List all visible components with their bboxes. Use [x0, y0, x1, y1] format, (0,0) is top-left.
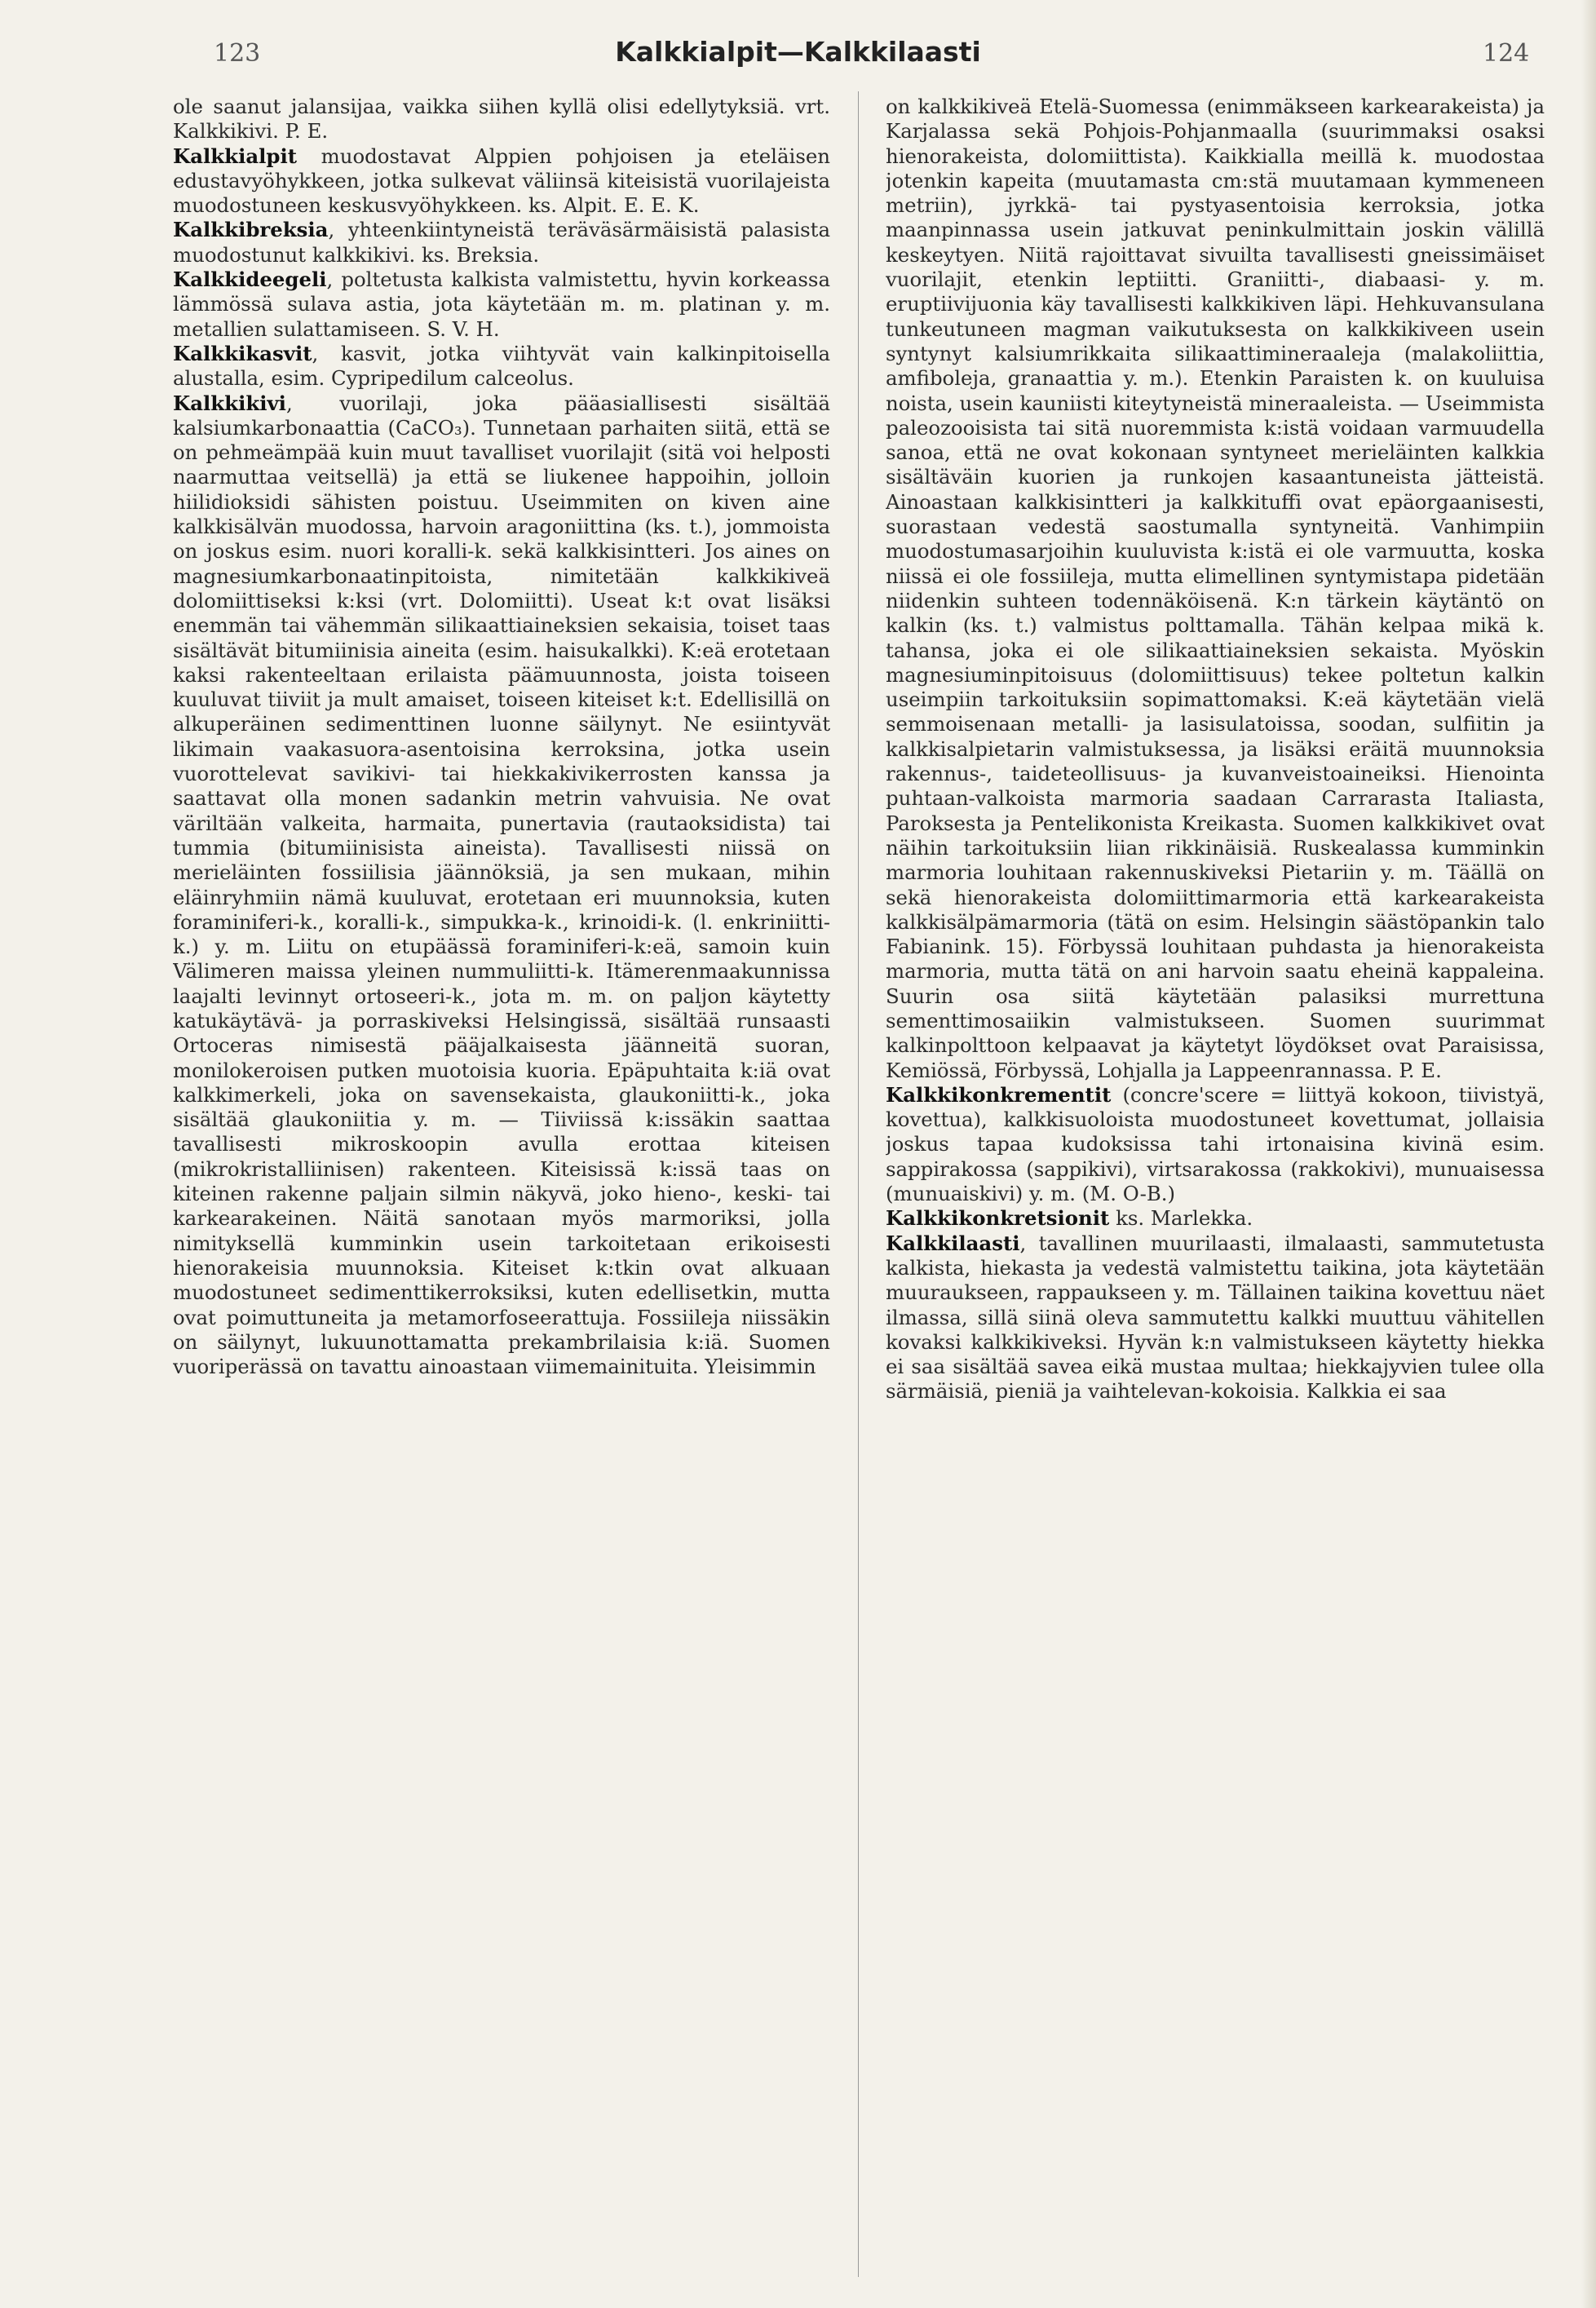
entry-kalkkikasvit: Kalkkikasvit, kasvit, jotka viihtyvät vain kalkinpitoisella alustalla, esim. Cypripedilum calceolus. [173, 341, 830, 391]
paragraph: on kalkkikiveä Etelä-Suomessa (enimmäkseen karkearakeista) ja Karjalassa sekä Pohjois-Pohjanmaalla (suurimmaksi osaksi hienorakeista, dolomiittista). Kaikkialla meillä k. muodostaa jotenkin kapeita (muutamasta cm:stä muutamaan kymmeneen metriin), jyrkkä- tai pystyasentoisia kerroksia, jotka maanpinnassa usein jatkuvat peninkulmittain joskin välillä keskeytyen. Niitä rajoittavat sivuilta tavallisesti gneissimäiset vuorilajit, etenkin leptiitti. Graniitti-, diabaasi- y. m. eruptiivijuonia käy tavallisesti kalkkikiven läpi. Hehkuvansulana tunkeutuneen magman vaikutuksesta on kalkkikiveen usein syntynyt kalsiumrikkaita silikaattimineraaleja (malakoliittia, amfiboleja, granaattia y. m.). Etenkin Paraisten k. on kuuluisa noista, usein kauniisti kiteytyneistä mineraaleista. — Useimmista paleozooisista tai sitä nuoremmista k:istä voidaan varmuudella sanoa, että ne ovat kokonaan syntyneet merieläinten kalkkia sisältäväin kuorien ja runkojen kasaantuneista jätteistä. Ainoastaan kalkkisintteri ja kalkkituffi ovat epäorgaanisesti, suorastaan vedestä saostumalla syntyneitä. Vanhimpiin muodostumasarjoihin kuuluvista k:istä ei ole varmuutta, koska niissä ei ole fossiileja, mutta elimellinen syntymistapa pidetään niidenkin suhteen todennäköisenä. K:n tärkein käytäntö on kalkin (ks. t.) valmistus polttamalla. Tähän kelpaa mikä k. tahansa, joka ei ole silikaattiaineksien sekaista. Myöskin magnesiuminpitoisuus (dolomiittisuus) tekee poltetun kalkin useimpiin tarkoituksiin sopimattomaksi. K:eä käytetään vielä semmoisenaan metalli- ja lasisulatoissa, soodan, sulfiitin ja kalkkisalpietarin valmistuksessa, ja lisäksi eräitä muunnoksia rakennus-, taideteollisuus- ja kuvanveistoaineiksi. Hienointa puhtaan-valkoista marmoria saadaan Carrarasta Italiasta, Paroksesta ja Pentelikonista Kreikasta. Suomen kalkkikivet ovat näihin tarkoituksiin liian rikkinäisiä. Ruskealassa kumminkin marmoria louhitaan rakennuskiveksi Pietariin y. m. Täällä on sekä hienorakeista dolomiittimarmoria että karkearakeista kalkkisälpämarmoria (tätä on esim. Helsingin säästöpankin talo Fabianink. 15). Förbyssä louhitaan puhdasta ja hienorakeista marmoria, mutta tätä on ani harvoin saatu eheinä kappaleina. Suurin osa siitä käytetään palasiksi murrettuna sementtimosaiikin valmistukseen. Suomen suurimmat kalkinpolttoon kelpaavat ja käytetyt löydökset ovat Paraisissa, Kemiössä, Förbyssä, Lohjalla ja Lappeenrannassa. P. E. [886, 95, 1545, 1082]
left-column [173, 95, 830, 2272]
entry-kalkkikonkrementit: Kalkkikonkrementit (concre'scere = liittyä kokoon, tiivistyä, kovettua), kalkkisuoloista muodostuneet kovettumat, jollaisia joskus tapaa kudoksissa tahi irtonaisina kivinä esim. sappirakossa (sappikivi), virtsarakossa (rakkokivi), munuaisessa (munuaiskivi) y. m. (M. O-B.) [886, 1082, 1545, 1206]
headword: Kalkkilaasti [886, 1231, 1020, 1255]
page-number-right: 124 [1483, 39, 1530, 68]
headword: Kalkkikivi [173, 391, 286, 415]
entry-kalkkialpit: Kalkkialpit muodostavat Alppien pohjoisen ja eteläisen edustavyöhykkeen, jotka sulkevat väliinsä kiteisistä vuorilajeista muodostuneen keskusvyöhykkeen. ks. Alpit. E. E. K. [173, 144, 830, 218]
page-edge-shadow [1581, 0, 1596, 2308]
entry-kalkkideegeli: Kalkkideegeli, poltetusta kalkista valmistettu, hyvin korkeassa lämmössä sulava astia, jota käytetään m. m. platinan y. m. metallien sulattamiseen. S. V. H. [173, 267, 830, 341]
entry-kalkkikonkretsionit: Kalkkikonkretsionit ks. Marlekka. [886, 1206, 1253, 1231]
entry-kalkkibreksia: Kalkkibreksia, yhteenkiintyneistä teräväsärmäisistä palasista muodostunut kalkkikivi. ks. Breksia. [173, 218, 830, 267]
column-divider [858, 91, 859, 2277]
entry-kalkkilaasti: Kalkkilaasti, tavallinen muurilaasti, ilmalaasti, sammutetusta kalkista, hiekasta ja vedestä valmistettu taikina, jota käytetään muuraukseen, rappaukseen y. m. Tällainen taikina kovettuu näet ilmassa, sillä siinä oleva sammutettu kalkki muuttuu vähitellen kovaksi kalkkikiveksi. Hyvän k:n valmistukseen käytetty hiekka ei saa sisältää savea eikä mustaa multaa; hiekkajyvien tulee olla särmäisiä, pieniä ja vaihtelevan-kokoisia. Kalkkia ei saa [886, 1231, 1545, 1404]
headword: Kalkkialpit [173, 144, 297, 168]
headword: Kalkkibreksia [173, 218, 329, 242]
headword: Kalkkikonkretsionit [886, 1206, 1110, 1231]
right-column [886, 95, 1545, 2272]
headword: Kalkkikonkrementit [886, 1082, 1112, 1107]
paragraph: ole saanut jalansijaa, vaikka siihen kyllä olisi edellytyksiä. vrt. Kalkkikivi. P. E. [173, 95, 830, 144]
page-number-left: 123 [214, 39, 261, 68]
entry-kalkkikivi: Kalkkikivi, vuorilaji, joka pääasiallisesti sisältää kalsiumkarbonaattia (CaCO₃). Tunnetaan parhaiten siitä, että se on pehmeämpää kuin muut tavalliset vuorilajit (sitä voi helposti naarmuttaa veitsellä) ja että se liukenee happoihin, jolloin hiilidioksidi sähisten poistuu. Useimmiten on kiven aine kalkkisälvän muodossa, harvoin aragoniittina (ks. t.), jommoista on joskus esim. nuori koralli-k. sekä kalkkisintteri. Jos aines on magnesiumkarbonaatinpitoista, nimitetään kalkkikiveä dolomiittiseksi k:ksi (vrt. Dolomiitti). Useat k:t ovat lisäksi enemmän tai vähemmän silikaattiaineksien sekaisia, toiset taas sisältävät bitumiinisia aineita (esim. haisukalkki). K:eä erotetaan kaksi rakenteeltaan erilaista päämuunnosta, joista toiseen kuuluvat tiiviit ja mult amaiset, toiseen kiteiset k:t. Edellisillä on alkuperäinen sedimenttinen luonne säilynyt. Ne esiintyvät likimain vaakasuora-asentoisina kerroksina, jotka usein vuorottelevat savikivi- tai hiekkakivikerrosten kanssa ja saattavat olla monen sadankin metrin vahvuisia. Ne ovat väriltään valkeita, harmaita, punertavia (rautaoksidista) tai tummia (bitumiinisista aineista). Tavallisesti niissä on merieläinten fossiilisia jäännöksiä, ja sen mukaan, mihin eläinryhmiin nämä kuuluvat, erotetaan eri muunnoksia, kuten foraminiferi-k., koralli-k., simpukka-k., krinoidi-k. (l. enkriniitti-k.) y. m. Liitu on etupäässä foraminiferi-k:eä, samoin kuin Välimeren maissa yleinen nummuliitti-k. Itämerenmaakunnissa laajalti levinnyt ortoseeri-k., jota m. m. on paljon käytetty katukäytävä- ja porraskiveksi Helsingissä, sisältää runsaasti Ortoceras nimisestä pääjalkaisesta jäänneitä suoran, monilokeroisen putken muotoisia kuoria. Epäpuhtaita k:iä ovat kalkkimerkeli, joka on savensekaista, glaukoniitti-k., joka sisältää glaukoniitia y. m. — Tiiviissä k:issäkin saattaa tavallisesti mikroskoopin avulla erottaa kiteisen (mikrokristalliinisen) rakenteen. Kiteisissä k:issä taas on kiteinen rakenne paljain silmin näkyvä, joko hieno-, keski- tai karkearakeinen. Näitä sanotaan myös marmoriksi, jolla nimityksellä kumminkin usein tarkoitetaan erikoisesti hienorakeisia muunnoksia. Kiteiset k:tkin ovat alkuaan muodostuneet sedimenttikerroksiksi, kuten edellisetkin, mutta ovat poimuttuneita ja metamorfoseerattuja. Fossiileja niissäkin on säilynyt, lukuunottamatta prekambrilaisia k:iä. Suomen vuoriperässä on tavattu ainoastaan viimemainituita. Yleisimmin [173, 391, 830, 1379]
page-header [0, 36, 1596, 80]
running-title: Kalkkialpit—Kalkkilaasti [615, 36, 981, 68]
headword: Kalkkideegeli [173, 267, 327, 292]
headword: Kalkkikasvit [173, 341, 312, 365]
